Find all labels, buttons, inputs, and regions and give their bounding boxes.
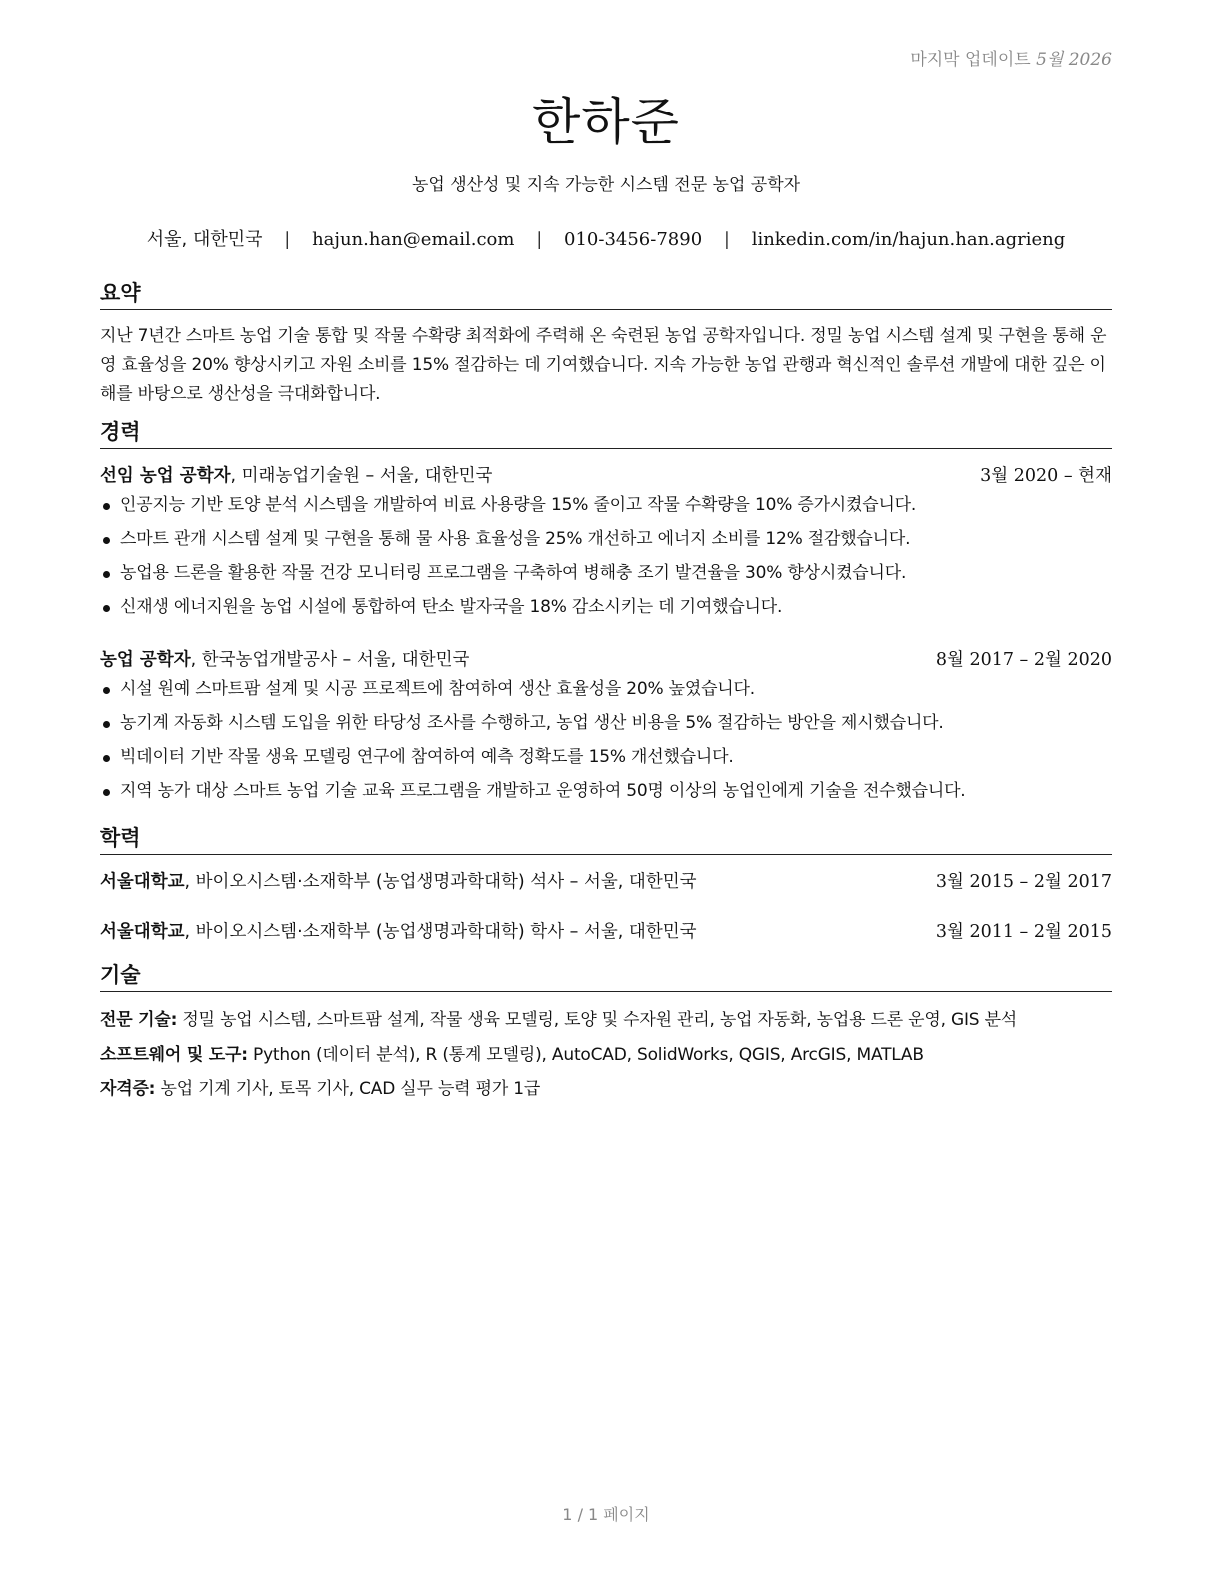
candidate-name: 한하준 (532, 93, 680, 151)
education-date: 3월 2011 – 2월 2015 (935, 922, 1112, 942)
contact-line (100, 225, 1112, 251)
last-updated-label: 마지막 업데이트 (910, 50, 1031, 70)
list-item: 신재생 에너지원을 농업 시설에 통합하여 탄소 발자국을 18% 감소시키는 데 기여했습니다. (100, 590, 1112, 624)
skill-line (100, 1040, 1112, 1065)
contact-email[interactable]: hajun.han@email.com (312, 229, 515, 250)
education-item (100, 868, 1112, 893)
education-school: 서울대학교 (100, 922, 185, 942)
education-item (100, 918, 1112, 943)
list-item: 시설 원예 스마트팜 설계 및 시공 프로젝트에 참여하여 생산 효율성을 20% 높였습니다. (100, 672, 1112, 706)
resume-page (100, 0, 1112, 1584)
section-title-experience: 경력 (100, 416, 1112, 449)
section-title-education: 학력 (100, 822, 1112, 855)
skill-line (100, 1074, 1112, 1099)
job-header (100, 646, 1112, 671)
education-date: 3월 2015 – 2월 2017 (935, 872, 1112, 892)
job-date: 8월 2017 – 2월 2020 (935, 650, 1112, 670)
job-bullets (100, 672, 1112, 808)
contact-location: 서울, 대한민국 (146, 229, 263, 250)
page-indicator: 1 / 1 페이지 (562, 1505, 650, 1524)
skill-line (100, 1005, 1112, 1030)
education-detail: , 바이오시스템·소재학부 (농업생명과학대학) 학사 – 서울, 대한민국 (184, 922, 697, 942)
contact-separator: | (723, 229, 730, 250)
contact-linkedin[interactable]: linkedin.com/in/hajun.han.agrieng (751, 229, 1066, 250)
list-item: 농기계 자동화 시스템 도입을 위한 타당성 조사를 수행하고, 농업 생산 비용을 5% 절감하는 방안을 제시했습니다. (100, 706, 1112, 740)
section-title-skills: 기술 (100, 959, 1112, 992)
section-title-summary: 요약 (100, 277, 1112, 310)
last-updated (910, 45, 1112, 70)
last-updated-date: 5월 2026 (1036, 50, 1112, 70)
skill-label: 자격증: (100, 1079, 156, 1099)
list-item: 인공지능 기반 토양 분석 시스템을 개발하여 비료 사용량을 15% 줄이고 작물 수확량을 10% 증가시켰습니다. (100, 488, 1112, 522)
job-role: 선임 농업 공학자 (100, 466, 231, 486)
skill-value: Python (데이터 분석), R (통계 모델링), AutoCAD, SolidWorks, QGIS, ArcGIS, MATLAB (247, 1045, 924, 1065)
list-item: 지역 농가 대상 스마트 농업 기술 교육 프로그램을 개발하고 운영하여 50명 이상의 농업인에게 기술을 전수했습니다. (100, 774, 1112, 808)
skill-value: 농업 기계 기사, 토목 기사, CAD 실무 능력 평가 1급 (155, 1079, 541, 1099)
skill-label: 전문 기술: (100, 1010, 178, 1030)
job-org: , 한국농업개발공사 – 서울, 대한민국 (190, 650, 470, 670)
summary-text: 지난 7년간 스마트 농업 기술 통합 및 작물 수확량 최적화에 주력해 온 숙련된 농업 공학자입니다. 정밀 농업 시스템 설계 및 구현을 통해 운영 효율성을 20% 향상시키고 자원 소비를 15% 절감하는 데 기여했습니다. 지속 가능한 농업 관행과 혁신적인 솔루션 개발에 대한 깊은 이해를 바탕으로 생산성을 극대화합니다. (100, 326, 1107, 404)
list-item: 빅데이터 기반 작물 생육 모델링 연구에 참여하여 예측 정확도를 15% 개선했습니다. (100, 740, 1112, 774)
education-detail: , 바이오시스템·소재학부 (농업생명과학대학) 석사 – 서울, 대한민국 (184, 872, 697, 892)
job-header (100, 462, 1112, 487)
skill-label: 소프트웨어 및 도구: (100, 1045, 248, 1065)
contact-separator: | (284, 229, 291, 250)
job-bullets (100, 488, 1112, 624)
contact-phone: 010-3456-7890 (564, 229, 703, 250)
skill-value: 정밀 농업 시스템, 스마트팜 설계, 작물 생육 모델링, 토양 및 수자원 관리, 농업 자동화, 농업용 드론 운영, GIS 분석 (177, 1010, 1018, 1030)
job-date: 3월 2020 – 현재 (980, 466, 1112, 486)
contact-separator: | (536, 229, 543, 250)
job-role: 농업 공학자 (100, 650, 191, 670)
list-item: 농업용 드론을 활용한 작물 건강 모니터링 프로그램을 구축하여 병해충 조기 발견율을 30% 향상시켰습니다. (100, 556, 1112, 590)
candidate-tagline: 농업 생산성 및 지속 가능한 시스템 전문 농업 공학자 (411, 175, 801, 195)
job-org: , 미래농업기술원 – 서울, 대한민국 (230, 466, 493, 486)
education-school: 서울대학교 (100, 872, 185, 892)
list-item: 스마트 관개 시스템 설계 및 구현을 통해 물 사용 효율성을 25% 개선하고 에너지 소비를 12% 절감했습니다. (100, 522, 1112, 556)
